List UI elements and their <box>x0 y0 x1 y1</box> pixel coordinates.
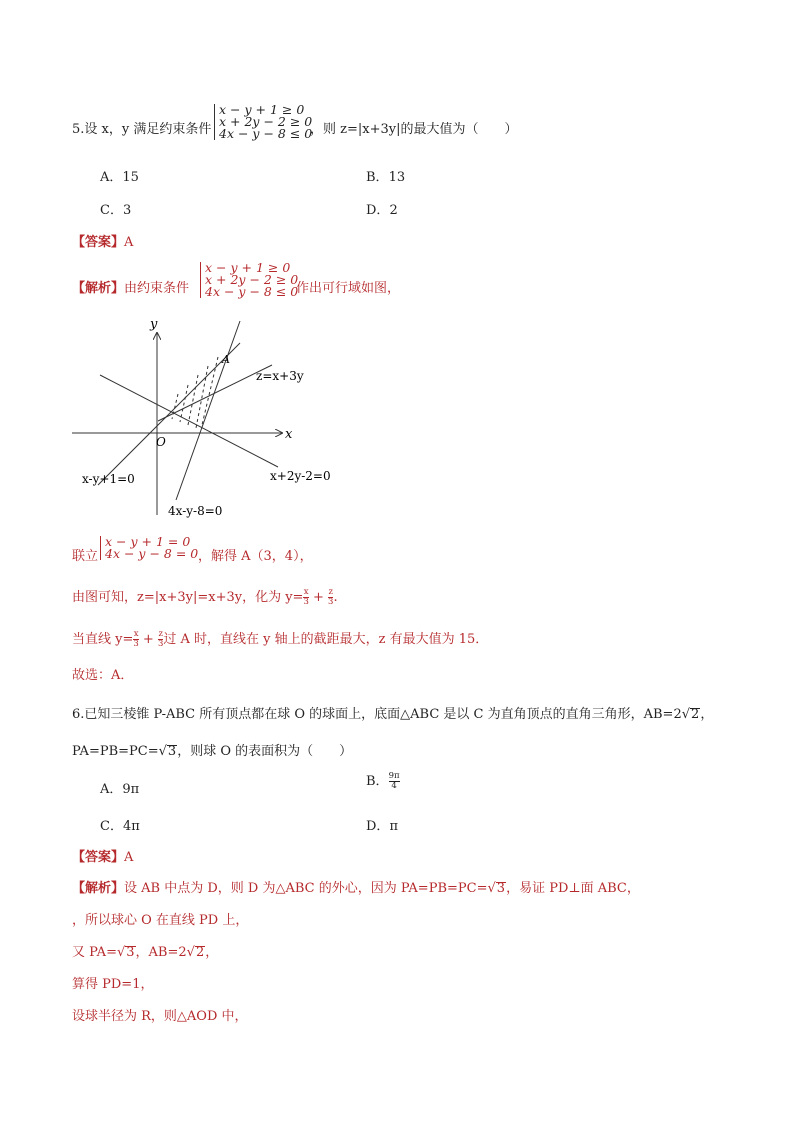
sqrt-symbol: √ <box>487 881 496 896</box>
stem-post: ，则球 O 的表面积为（ ） <box>177 744 353 759</box>
analysis-text: 又 PA= <box>72 945 117 960</box>
line-1-label: x-y+1=0 <box>82 472 135 486</box>
constraint-2: x + 2y − 2 ≥ 0 <box>205 272 299 287</box>
option-letter: B． <box>366 774 389 789</box>
q6-stem-line1 <box>72 703 713 722</box>
q6-answer <box>72 846 133 865</box>
option-letter: A． <box>100 170 123 185</box>
analysis-text: 设 AB 中点为 D，则 D 为△ABC 的外心，因为 PA=PB=PC= <box>124 881 488 896</box>
frac-den: 3 <box>157 639 164 649</box>
analysis-text-post: ，易证 PD⊥面 ABC， <box>506 881 640 896</box>
option-letter: D． <box>366 819 390 834</box>
option-fraction <box>389 772 400 791</box>
frac-den: 3 <box>303 597 309 607</box>
constraint-3: 4x − y − 8 ≤ 0 <box>219 126 313 141</box>
sqrt-symbol: √ <box>116 945 126 960</box>
q5-analysis-post: 作出可行域如图， <box>296 281 401 296</box>
frac-num: z <box>158 629 163 639</box>
constraint-3: 4x − y − 8 ≤ 0 <box>205 284 299 299</box>
option-letter: A． <box>100 782 123 797</box>
analysis-tag: 【解析】 <box>72 881 125 896</box>
radicand: 3 <box>126 945 135 960</box>
radicand: 2 <box>195 945 205 960</box>
q5-step3 <box>72 628 488 649</box>
line-2-label: x+2y-2=0 <box>270 469 331 483</box>
option-text: 2 <box>389 203 398 218</box>
q5-option-d[interactable] <box>366 199 398 218</box>
frac-den: 3 <box>133 639 139 649</box>
stem-text: PA=PB=PC= <box>72 744 159 759</box>
option-text: 3 <box>122 203 132 218</box>
radicand: 3 <box>496 881 506 896</box>
analysis-text: ，AB=2 <box>135 945 187 960</box>
q6-stem-line2 <box>72 740 352 759</box>
q6-option-b[interactable] <box>366 770 400 791</box>
q5-conclusion: 故选：A． <box>72 668 134 683</box>
option-letter: D． <box>366 203 390 218</box>
sqrt-symbol: √ <box>158 744 167 759</box>
objective-label: z=x+3y <box>256 369 304 383</box>
frac-num: x <box>133 629 139 639</box>
sqrt-symbol: √ <box>681 707 691 722</box>
stem-end: ， <box>700 707 714 722</box>
option-letter: B． <box>366 170 389 185</box>
option-text: 4π <box>122 819 140 834</box>
q5-constraint-system <box>214 104 312 140</box>
region-hatching <box>172 357 218 428</box>
q5-answer <box>72 231 133 250</box>
q6-option-d[interactable] <box>366 815 398 834</box>
frac-den: 3 <box>328 597 334 607</box>
q6-analysis-line1 <box>72 877 640 896</box>
x-axis-label: x <box>285 427 293 442</box>
analysis-text: ， <box>205 945 219 960</box>
q6-analysis-line2: ，所以球心 O 在直线 PD 上， <box>72 913 249 928</box>
line-4x-y-8 <box>176 321 240 500</box>
frac-den: 4 <box>389 781 400 791</box>
q5-option-c[interactable] <box>100 199 131 218</box>
q6-analysis-line4: 算得 PD=1， <box>72 977 154 992</box>
q5-analysis-line <box>72 277 189 296</box>
line-x+2y-2 <box>100 375 278 467</box>
step2-end: . <box>333 590 338 605</box>
step2-pre: 由图可知，z=|x+3y|=x+3y，化为 y= <box>72 590 304 605</box>
constraint-1: x − y + 1 ≥ 0 <box>205 260 291 275</box>
q5-solve-post: ，解得 A（3，4）， <box>198 549 313 564</box>
frac-num: z <box>328 587 333 597</box>
option-letter: C． <box>100 819 123 834</box>
option-text: 15 <box>122 170 139 185</box>
point-a-label: A <box>222 353 230 366</box>
option-text: π <box>389 819 398 834</box>
q5-option-b[interactable] <box>366 166 405 185</box>
frac-num: x <box>303 587 309 597</box>
step3-pre: 当直线 y= <box>72 632 134 647</box>
q5-option-a[interactable] <box>100 166 139 185</box>
option-text: 9π <box>122 782 140 797</box>
feasible-region-figure <box>60 315 350 525</box>
plus-sign: + <box>138 632 158 647</box>
radicand: 2 <box>691 707 700 722</box>
line-objective <box>158 365 272 421</box>
q5-stem-pre: 5.设 x，y 满足约束条件 <box>72 122 212 137</box>
frac-num: 9π <box>388 771 400 781</box>
q6-analysis-line3 <box>72 941 218 960</box>
solve-eq-2: 4x − y − 8 = 0 <box>105 546 199 561</box>
answer-value: A <box>124 850 134 865</box>
q5-analysis-system <box>200 262 298 298</box>
radicand: 3 <box>167 744 177 759</box>
q6-option-c[interactable] <box>100 815 140 834</box>
q6-analysis-line5: 设球半径为 R，则△AOD 中， <box>72 1009 248 1024</box>
q5-solve-pre: 联立 <box>72 549 99 564</box>
option-letter: C． <box>100 203 123 218</box>
q6-option-a[interactable] <box>100 778 139 797</box>
q5-solve-system <box>100 536 198 560</box>
origin-label: O <box>156 435 166 449</box>
constraint-1: x − y + 1 ≥ 0 <box>219 102 305 117</box>
analysis-pre: 由约束条件 <box>124 281 190 296</box>
line-3-label: 4x-y-8=0 <box>168 504 223 518</box>
stem-text: 6.已知三棱锥 P-ABC 所有顶点都在球 O 的球面上，底面△ABC 是以 C 为直角顶点的直角三角形，AB=2 <box>72 707 682 722</box>
line-x-y+1 <box>98 343 240 485</box>
solve-eq-1: x − y + 1 = 0 <box>105 534 191 549</box>
answer-tag: 【答案】 <box>72 850 125 865</box>
answer-value: A <box>124 235 134 250</box>
q5-step2 <box>72 586 338 607</box>
plus-sign: + <box>308 590 329 605</box>
q5-stem-post: ，则 z=|x+3y|的最大值为（ ） <box>310 122 518 137</box>
analysis-tag: 【解析】 <box>72 281 125 296</box>
sqrt-symbol: √ <box>186 945 195 960</box>
y-axis-label: y <box>150 317 158 332</box>
answer-tag: 【答案】 <box>72 235 125 250</box>
constraint-2: x + 2y − 2 ≥ 0 <box>219 114 313 129</box>
step3-post: 过 A 时，直线在 y 轴上的截距最大，z 有最大值为 15． <box>163 632 489 647</box>
option-text: 13 <box>388 170 406 185</box>
